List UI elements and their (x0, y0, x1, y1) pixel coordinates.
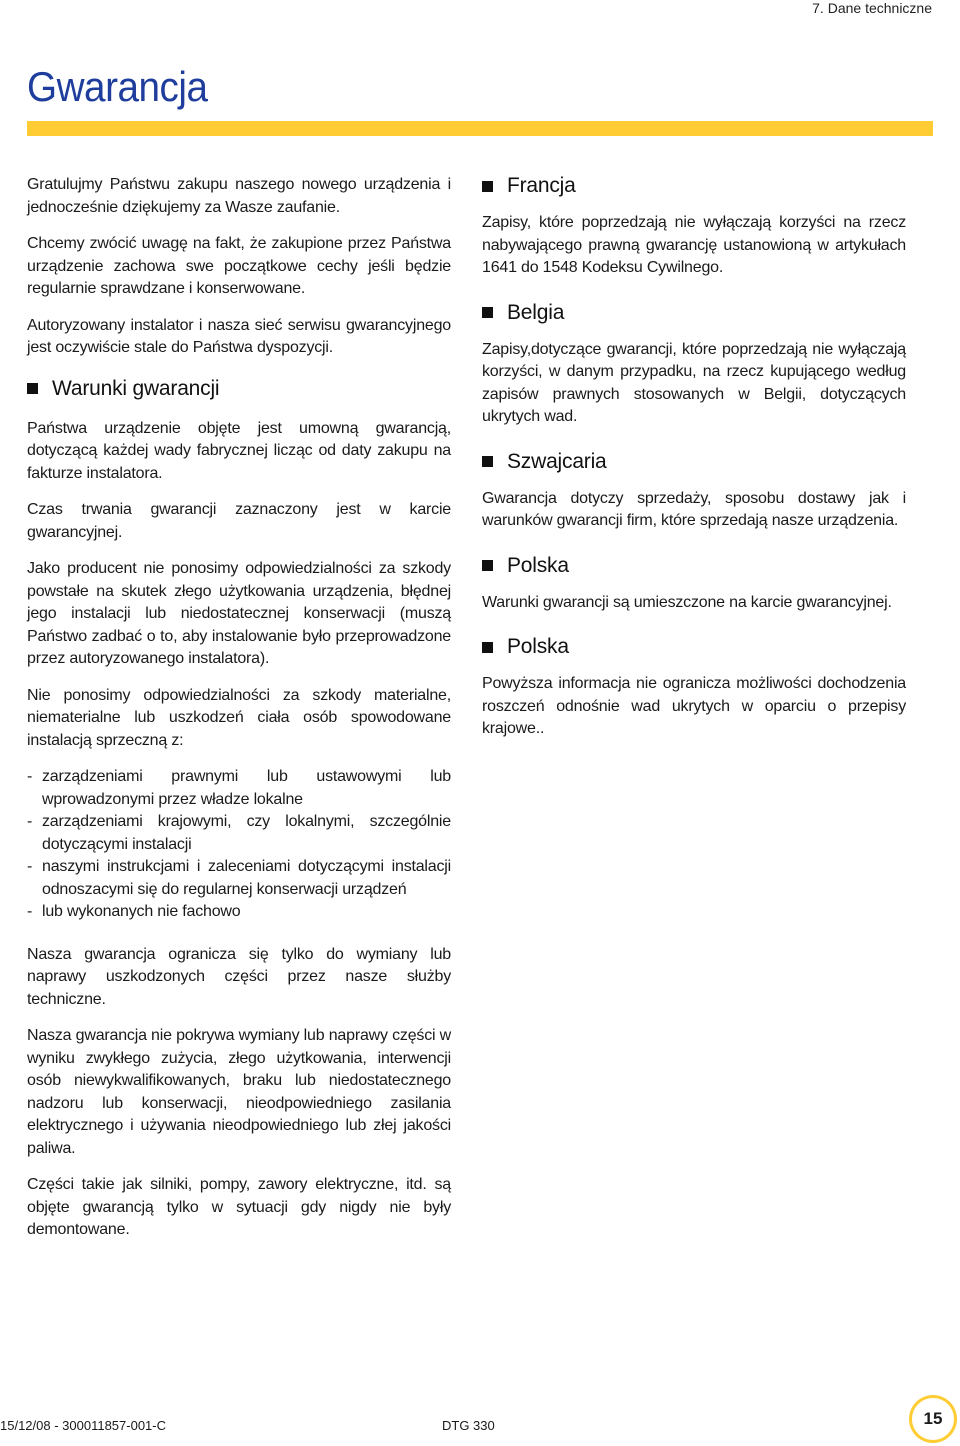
heading-francja (482, 173, 906, 199)
warranty-paragraph-7: Części takie jak silniki, pompy, zawory elektryczne, itd. są objęte gwarancją tylko w sytuacji gdy nigdy nie były demontowane. (27, 1176, 451, 1238)
square-bullet-icon (482, 307, 493, 318)
page-number: 15 (923, 1409, 943, 1428)
heading-label: Francja (507, 174, 576, 197)
warranty-paragraph-6: Nasza gwarancja nie pokrywa wymiany lub naprawy części w wyniku zwykłego zużycia, złego użytkowania, interwencji osób niewykwalifikowanych, braku lub niedostatecznego nadzoru lub konserwacji, nieodpowiedniego zasilania elektrycznego i używania nieodpowiedniego lub złej jakości paliwa. (27, 1027, 451, 1157)
exclusion-list (27, 766, 451, 924)
heading-polska-1 (482, 553, 906, 579)
belgia-text: Zapisy,dotyczące gwarancji, które poprzedzają nie wyłączają korzyści, w danym przypadku, na rzecz kupującego według zapisów prawnych stosowanych w Belgii, dotyczących ukrytych wad. (482, 340, 906, 425)
heading-szwajcaria (482, 449, 906, 475)
square-bullet-icon (482, 456, 493, 467)
square-bullet-icon (482, 181, 493, 192)
list-item: - naszymi instrukcjami i zaleceniami dotyczącymi instalacji odnoszacymi się do regularnej konserwacji urządzeń (27, 856, 451, 901)
heading-label: Szwajcaria (507, 449, 607, 473)
heading-polska-2 (482, 634, 906, 660)
heading-label: Warunki gwarancji (52, 376, 220, 400)
page-title: Gwarancja (27, 63, 208, 110)
intro-paragraph-3: Autoryzowany instalator i nasza sieć serwisu gwarancyjnego jest oczywiście stale do Państwa dyspozycji. (27, 316, 451, 356)
square-bullet-icon (27, 383, 38, 394)
right-column (482, 173, 906, 761)
warranty-paragraph-4: Nie ponosimy odpowiedzialności za szkody materialne, niematerialne lub uszkodzeń ciała osób spowodowane instalacją sprzeczną z: (27, 686, 451, 749)
warranty-paragraph-1: Państwa urządzenie objęte jest umowną gwarancją, dotyczącą każdej wady fabrycznej licząc od daty zakupu na fakturze instalatora. (27, 419, 451, 482)
intro-paragraph-2: Chcemy zwócić uwagę na fakt, że zakupione przez Państwa urządzenie zachowa swe początkowe cechy jeśli będzie regularnie sprawdzane i konserwowane. (27, 235, 451, 297)
list-item: - lub wykonanych nie fachowo (27, 901, 451, 924)
list-item: - zarządzeniami prawnymi lub ustawowymi lub wprowadzonymi przez władze lokalne (27, 766, 451, 811)
szwajcaria-text: Gwarancja dotyczy sprzedaży, sposobu dostawy jak i warunków gwarancji firm, które sprzedają nasze urządzenia. (482, 489, 906, 529)
heading-label: Polska (507, 635, 569, 658)
list-item: - zarządzeniami krajowymi, czy lokalnymi, szczególnie dotyczącymi instalacji (27, 811, 451, 856)
warranty-paragraph-3: Jako producent nie ponosimy odpowiedzialności za szkody powstałe na skutek złego użytkowania urządzenia, błędnej jego instalacji lub niedostatecznej konserwacji (muszą Państwo zadbać o to, aby instalowanie było przeprowadzone przez autoryzowanego instalatora). (27, 560, 451, 667)
francja-text: Zapisy, które poprzedzają nie wyłączają korzyści na rzecz nabywającego prawną gwarancję ustanowioną w artykułach 1641 do 1548 Kodeksu Cywilnego. (482, 214, 906, 276)
title-accent-bar (27, 121, 933, 136)
heading-belgia (482, 300, 906, 326)
section-header: 7. Dane techniczne (812, 0, 932, 16)
square-bullet-icon (482, 642, 493, 653)
intro-paragraph-1: Gratulujmy Państwu zakupu naszego nowego urządzenia i jednocześnie dziękujemy za Wasze zaufanie. (27, 176, 451, 216)
polska-text-2: Powyższa informacja nie ogranicza możliwości dochodzenia roszczeń odnośnie wad ukrytych w oparciu o przepisy krajowe.. (482, 675, 906, 737)
heading-warunki-gwarancji (27, 376, 451, 402)
left-column (27, 174, 451, 1256)
square-bullet-icon (482, 560, 493, 571)
polska-text-1: Warunki gwarancji są umieszczone na karcie gwarancyjnej. (482, 593, 892, 611)
page-number-badge (910, 1396, 956, 1442)
heading-label: Belgia (507, 300, 565, 324)
warranty-paragraph-2: Czas trwania gwarancji zaznaczony jest w karcie gwarancyjnej. (27, 501, 451, 541)
warranty-paragraph-5: Nasza gwarancja ogranicza się tylko do wymiany lub naprawy uszkodzonych części przez nasze służby techniczne. (27, 945, 451, 1008)
footer-doc-reference: 15/12/08 - 300011857-001-C (0, 1418, 166, 1433)
footer-model: DTG 330 (442, 1418, 495, 1433)
heading-label: Polska (507, 553, 569, 577)
